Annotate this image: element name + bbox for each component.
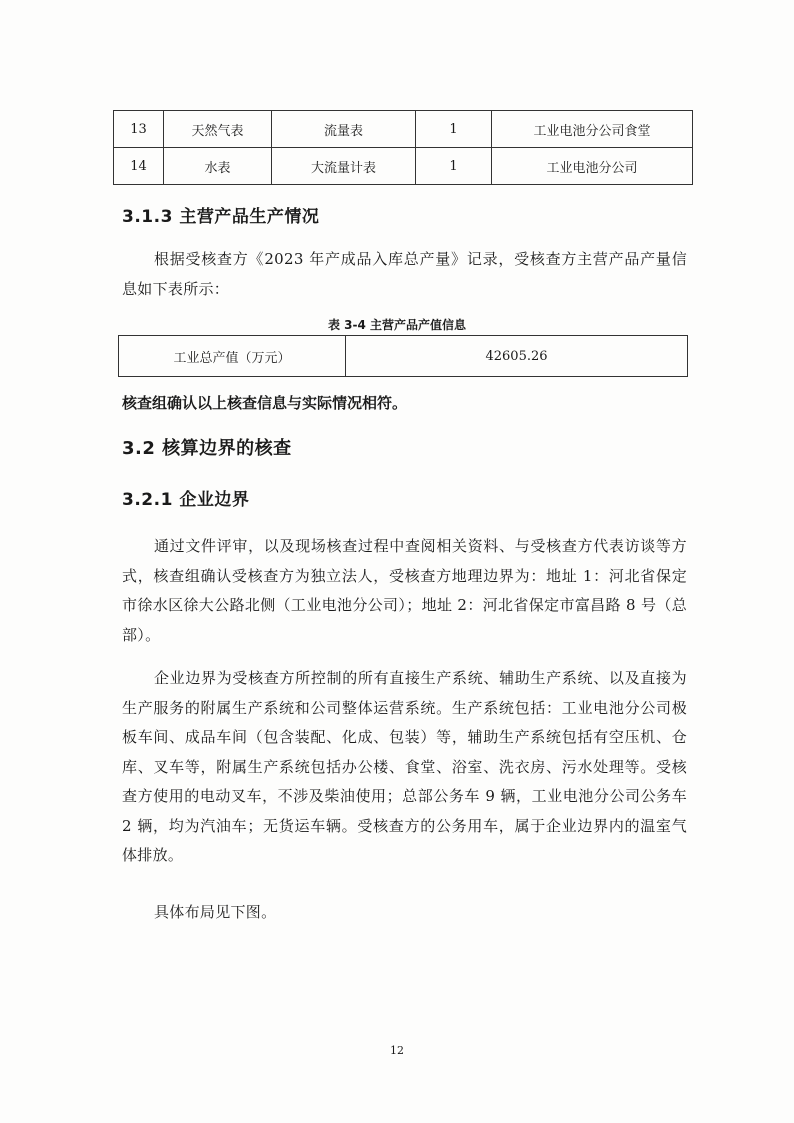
meter-table (113, 110, 693, 185)
meter-name: 水表 (164, 148, 272, 185)
meter-location: 工业电池分公司 (492, 148, 693, 185)
section-3-2-1-paragraph-2: 企业边界为受核查方所控制的所有直接生产系统、辅助生产系统、以及直接为生产服务的附属生产系统和公司整体运营系统。生产系统包括：工业电池分公司极板车间、成品车间（包含装配、化成、包装）等，辅助生产系统包括有空压机、仓库、叉车等，附属生产系统包括办公楼、食堂、浴室、洗衣房、污水处理等。受核查方使用的电动叉车，不涉及柴油使用；总部公务车 9 辆，工业电池分公司公务车 2 辆，均为汽油车；无货运车辆。受核查方的公务用车，属于企业边界内的温室气体排放。 (122, 669, 687, 864)
meter-type: 流量表 (272, 111, 416, 148)
meter-quantity: 1 (416, 148, 492, 185)
meter-name: 天然气表 (164, 111, 272, 148)
output-label: 工业总产值（万元） (119, 336, 346, 377)
section-heading-3-1-3: 3.1.3 主营产品生产情况 (122, 207, 320, 227)
section-3-2-1-paragraph-3: 具体布局见下图。 (154, 903, 277, 921)
table-row (119, 336, 688, 377)
table-caption: 表 3-4 主营产品产值信息 (327, 318, 467, 332)
section-heading-3-2-1: 3.2.1 企业边界 (122, 490, 250, 510)
row-number: 14 (114, 148, 164, 185)
meter-type: 大流量计表 (272, 148, 416, 185)
row-number: 13 (114, 111, 164, 148)
meter-location: 工业电池分公司食堂 (492, 111, 693, 148)
table-row (114, 148, 693, 185)
section-heading-3-2: 3.2 核算边界的核查 (122, 438, 292, 459)
output-value-table (118, 335, 688, 377)
output-value: 42605.26 (346, 336, 688, 377)
section-3-2-1-paragraph-1: 通过文件评审，以及现场核查过程中查阅相关资料、与受核查方代表访谈等方式，核查组确认受核查方为独立法人，受核查方地理边界为：地址 1：河北省保定市徐水区徐大公路北侧（工业电池分公司）；地址 2：河北省保定市富昌路 8 号（总部）。 (122, 537, 687, 644)
meter-quantity: 1 (416, 111, 492, 148)
table-row (114, 111, 693, 148)
conclusion-text: 核查组确认以上核查信息与实际情况相符。 (122, 394, 408, 412)
page-number: 12 (390, 1044, 404, 1057)
section-3-1-3-paragraph: 根据受核查方《2023 年产成品入库总产量》记录，受核查方主营产品产量信息如下表所示： (122, 250, 687, 298)
